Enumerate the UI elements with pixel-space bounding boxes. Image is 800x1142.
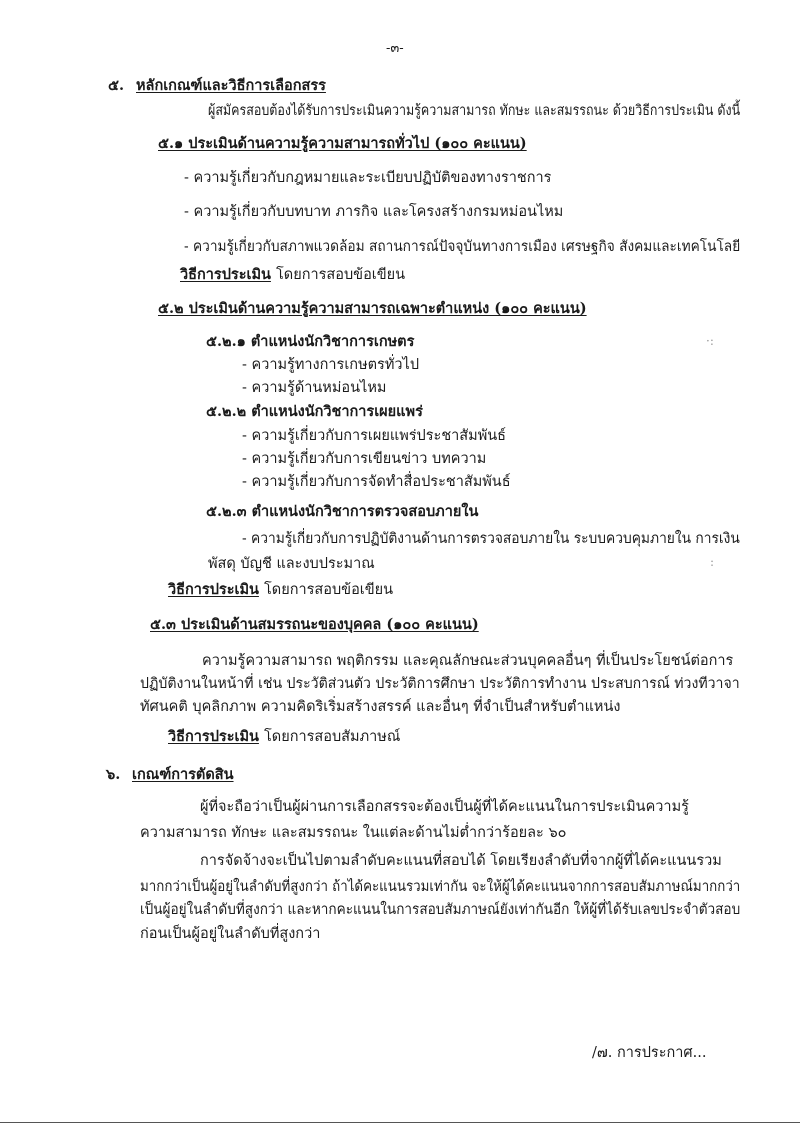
continuation-marker: /๗. การประกาศ... (592, 1045, 707, 1061)
section-5-1-item: - ความรู้เกี่ยวกับสภาพแวดล้อม สถานการณ์ปัจจุบันทางการเมือง เศรษฐกิจ สังคมและเทคโนโลยี (184, 239, 741, 255)
section-5-2-2-item: - ความรู้เกี่ยวกับการเขียนข่าว บทความ (242, 451, 487, 467)
section-5-2-3-item-cont: พัสดุ บัญชี และงบประมาณ (208, 556, 375, 572)
section-5-2-method-label: วิธีการประเมิน (168, 581, 259, 598)
section-6-heading: เกณฑ์การตัดสิน (132, 766, 234, 783)
section-5-3-para-line: ปฏิบัติงานในหน้าที่ เช่น ประวัติส่วนตัว ประวัติการศึกษา ประวัติการทำงาน ประสบการณ์ ท่วงทีวาจา (140, 676, 740, 692)
section-6-number: ๖. (106, 766, 121, 783)
section-5-2-method-value: โดยการสอบข้อเขียน (264, 582, 394, 598)
section-5-2-3-item: - ความรู้เกี่ยวกับการปฏิบัติงานด้านการตรวจสอบภายใน ระบบควบคุมภายใน การเงิน (242, 531, 740, 547)
section-6-para-line: มากกว่าเป็นผู้อยู่ในลำดับที่สูงกว่า ถ้าได้คะแนนรวมเท่ากัน จะให้ผู้ได้คะแนนจากการสอบสัมภาษณ์มากกว่า (140, 879, 741, 895)
section-6-para-line: การจัดจ้างจะเป็นไปตามลำดับคะแนนที่สอบได้ โดยเรียงลำดับที่จากผู้ที่ได้คะแนนรวม (200, 853, 722, 869)
scan-speck: ·: (706, 334, 714, 348)
section-5-3-heading: ๕.๓ ประเมินด้านสมรรถนะของบุคคล (๑๐๐ คะแนน) (150, 616, 479, 633)
section-5-1-item: - ความรู้เกี่ยวกับบทบาท ภารกิจ และโครงสร้างกรมหม่อนไหม (184, 204, 564, 220)
section-6-para-line: ผู้ที่จะถือว่าเป็นผู้ผ่านการเลือกสรรจะต้องเป็นผู้ที่ได้คะแนนในการประเมินความรู้ (200, 799, 689, 815)
section-5-1-method-label: วิธีการประเมิน (180, 266, 271, 283)
section-5-1-heading: ๕.๑ ประเมินด้านความรู้ความสามารถทั่วไป (๑๐๐ คะแนน) (158, 135, 527, 152)
section-5-2-2-title: ๕.๒.๒ ตำแหน่งนักวิชาการเผยแพร่ (206, 403, 423, 420)
section-5-intro: ผู้สมัครสอบต้องได้รับการประเมินความรู้ความสามารถ ทักษะ และสมรรถนะ ด้วยวิธีการประเมิน ดังนี้ (208, 103, 741, 119)
section-5-2-2-item: - ความรู้เกี่ยวกับการจัดทำสื่อประชาสัมพันธ์ (242, 474, 511, 490)
section-5-1-item: - ความรู้เกี่ยวกับกฎหมายและระเบียบปฏิบัติของทางราชการ (184, 170, 552, 186)
section-5-3-method-label: วิธีการประเมิน (168, 728, 259, 745)
section-5-2-2-item: - ความรู้เกี่ยวกับการเผยแพร่ประชาสัมพันธ์ (242, 428, 507, 444)
section-5-1-method-value: โดยการสอบข้อเขียน (276, 267, 406, 283)
section-5-2-3-title: ๕.๒.๓ ตำแหน่งนักวิชาการตรวจสอบภายใน (206, 503, 479, 520)
section-5-2-heading: ๕.๒ ประเมินด้านความรู้ความสามารถเฉพาะตำแหน่ง (๑๐๐ คะแนน) (158, 300, 587, 317)
bottom-rule (0, 1122, 800, 1123)
section-5-3-method-value: โดยการสอบสัมภาษณ์ (264, 729, 401, 745)
section-5-3-para-line: ทัศนคติ บุคลิกภาพ ความคิดริเริ่มสร้างสรรค์ และอื่นๆ ที่จำเป็นสำหรับตำแหน่ง (140, 699, 621, 715)
page-number: -๓- (386, 41, 404, 56)
section-5-number: ๕. (108, 77, 125, 94)
section-5-2-1-item: - ความรู้ด้านหม่อนไหม (242, 380, 387, 396)
section-5-heading: หลักเกณฑ์และวิธีการเลือกสรร (136, 77, 326, 94)
section-5-2-1-item: - ความรู้ทางการเกษตรทั่วไป (242, 357, 420, 373)
section-6-para-line: เป็นผู้อยู่ในลำดับที่สูงกว่า และหากคะแนนในการสอบสัมภาษณ์ยังเท่ากันอีก ให้ผู้ที่ได้รับเลขประจำตัวสอบ (140, 902, 741, 918)
section-6-para-line: ก่อนเป็นผู้อยู่ในลำดับที่สูงกว่า (140, 926, 321, 942)
section-5-2-1-title: ๕.๒.๑ ตำแหน่งนักวิชาการเกษตร (206, 333, 415, 350)
scan-speck: : (710, 555, 715, 569)
section-5-3-para-line: ความรู้ความสามารถ พฤติกรรม และคุณลักษณะส่วนบุคคลอื่นๆ ที่เป็นประโยชน์ต่อการ (202, 653, 734, 669)
section-6-para-line: ความสามารถ ทักษะ และสมรรถนะ ในแต่ละด้านไม่ต่ำกว่าร้อยละ ๖๐ (140, 825, 567, 841)
